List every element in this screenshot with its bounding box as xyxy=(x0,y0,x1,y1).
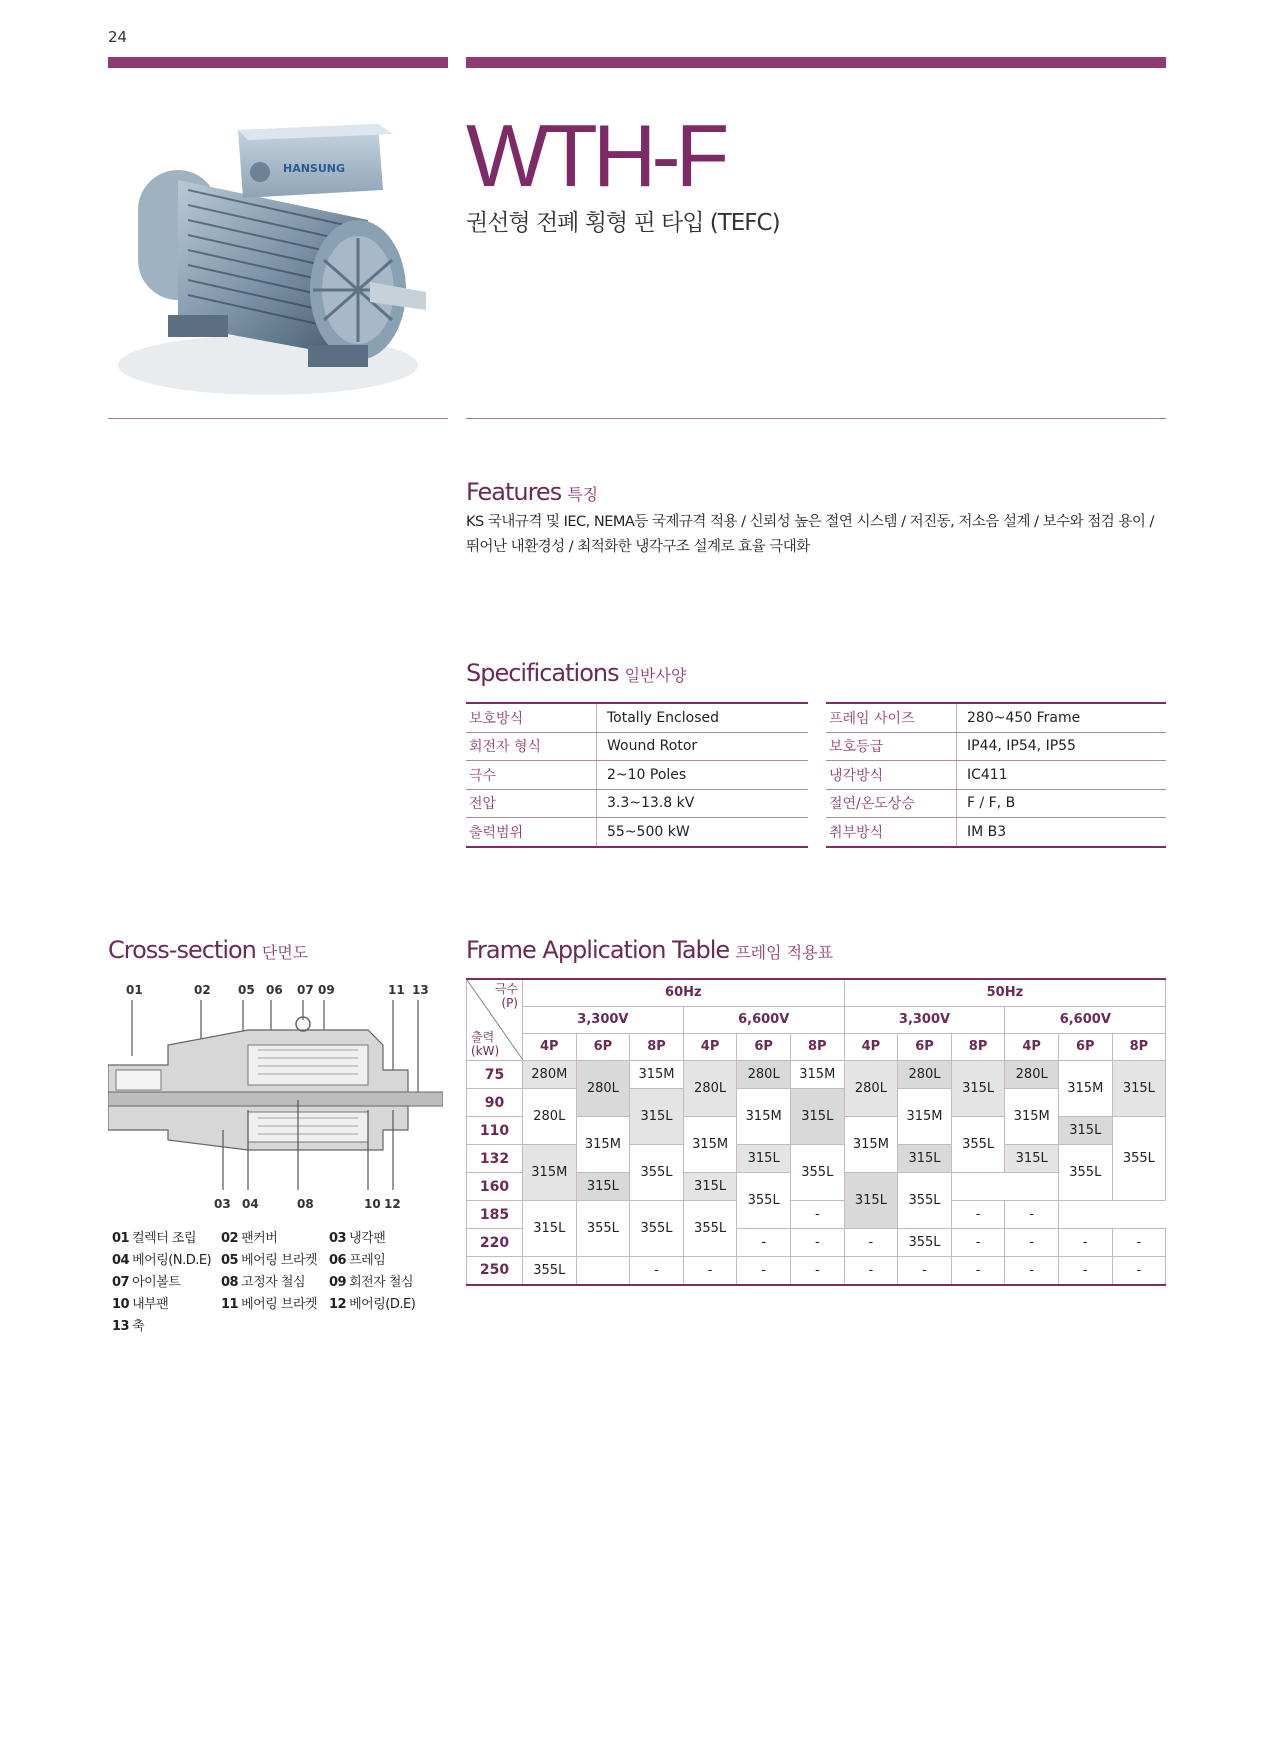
spec-value: IM B3 xyxy=(957,818,1167,847)
frame-cell: 315M xyxy=(898,1089,952,1145)
spec-label: 냉각방식 xyxy=(826,761,957,790)
spec-value: Totally Enclosed xyxy=(597,703,809,732)
spec-label: 보호등급 xyxy=(826,732,957,761)
legend-item: 06 프레임 xyxy=(329,1253,386,1268)
spec-row xyxy=(466,818,808,847)
frame-cell: 355L xyxy=(630,1145,684,1201)
frame-cell: 355L xyxy=(898,1229,952,1257)
pole-header: 4P xyxy=(523,1033,577,1060)
frame-cell: 355L xyxy=(1058,1145,1112,1201)
spec-label: 회전자 형식 xyxy=(466,732,597,761)
spec-value: IP44, IP54, IP55 xyxy=(957,732,1167,761)
freq-50hz: 50Hz xyxy=(844,979,1166,1006)
frame-application-table xyxy=(466,978,1166,1286)
model-subtitle: 권선형 전폐 횡형 핀 타입 (TEFC) xyxy=(466,210,780,236)
spec-value: 55~500 kW xyxy=(597,818,809,847)
spec-label: 극수 xyxy=(466,761,597,790)
frame-cell: 315L xyxy=(898,1145,952,1173)
spec-value: 3.3~13.8 kV xyxy=(597,789,809,818)
spec-row xyxy=(466,703,808,732)
kw-cell: 185 xyxy=(467,1201,523,1229)
specifications-title: Specifications xyxy=(466,659,619,687)
pole-header: 8P xyxy=(951,1033,1005,1060)
pole-header: 4P xyxy=(683,1033,737,1060)
frame-cell: 280L xyxy=(737,1061,791,1089)
frame-cell: 315M xyxy=(790,1061,844,1089)
frame-cell: - xyxy=(898,1257,952,1285)
pole-header: 4P xyxy=(1005,1033,1059,1060)
cross-section-title: Cross-section xyxy=(108,936,256,964)
frame-cell: - xyxy=(683,1257,737,1285)
freq-60hz: 60Hz xyxy=(523,979,845,1006)
frame-cell: - xyxy=(737,1229,791,1257)
frame-cell: 280L xyxy=(523,1089,577,1145)
cs-number-01: 01 xyxy=(126,983,143,997)
frame-cell: 355L xyxy=(737,1173,791,1229)
kw-cell: 220 xyxy=(467,1229,523,1257)
frame-cell: 315L xyxy=(737,1145,791,1173)
frame-cell: 315L xyxy=(1112,1061,1166,1117)
frame-cell: 315L xyxy=(576,1173,630,1201)
legend-item: 13 축 xyxy=(112,1319,145,1334)
frame-cell: - xyxy=(790,1201,844,1229)
legend-item: 02 팬커버 xyxy=(221,1231,278,1246)
frame-cell: 280L xyxy=(1005,1061,1059,1089)
frame-cell: 355L xyxy=(576,1201,630,1257)
frame-cell: 280L xyxy=(576,1061,630,1117)
frame-cell: 280L xyxy=(898,1061,952,1089)
spec-label: 전압 xyxy=(466,789,597,818)
frame-cell: - xyxy=(630,1257,684,1285)
kw-cell: 90 xyxy=(467,1089,523,1117)
cs-number-06: 06 xyxy=(266,983,283,997)
frame-cell: - xyxy=(1005,1257,1059,1285)
frame-cell: 355L xyxy=(898,1173,952,1229)
frame-cell: 355L xyxy=(630,1201,684,1257)
frame-cell: 315M xyxy=(630,1061,684,1089)
corner-poles: 극수 (P) xyxy=(494,982,518,1010)
frame-cell: 355L xyxy=(1112,1117,1166,1201)
frame-cell: - xyxy=(1058,1257,1112,1285)
voltage-header: 3,300V xyxy=(523,1006,684,1033)
legend-item: 11 베어링 브라켓 xyxy=(221,1297,318,1312)
pole-header: 6P xyxy=(576,1033,630,1060)
top-bar-right xyxy=(466,57,1166,68)
frame-cell: 355L xyxy=(790,1145,844,1201)
cs-number-02: 02 xyxy=(194,983,211,997)
frame-cell: - xyxy=(951,1201,1005,1229)
spec-label: 보호방식 xyxy=(466,703,597,732)
cs-number-07: 07 xyxy=(297,983,314,997)
features-title: Features xyxy=(466,478,562,506)
frame-table-heading xyxy=(466,936,833,964)
cs-number-13: 13 xyxy=(412,983,429,997)
frame-cell: 315L xyxy=(1005,1145,1059,1173)
specifications-title-ko: 일반사양 xyxy=(624,666,687,685)
frame-cell: - xyxy=(737,1257,791,1285)
separator-left xyxy=(108,418,448,419)
cs-number-10: 10 xyxy=(364,1197,381,1211)
spec-row xyxy=(826,818,1166,847)
kw-cell: 160 xyxy=(467,1173,523,1201)
cs-number-08: 08 xyxy=(297,1197,314,1211)
frame-cell: 315M xyxy=(576,1117,630,1173)
frame-table-title-ko: 프레임 적용표 xyxy=(735,943,834,962)
model-title: WTH-F xyxy=(466,106,725,205)
pole-header: 8P xyxy=(1112,1033,1166,1060)
spec-value: F / F, B xyxy=(957,789,1167,818)
frame-cell: 280M xyxy=(523,1061,577,1089)
frame-cell: 315M xyxy=(737,1089,791,1145)
pole-header: 6P xyxy=(737,1033,791,1060)
frame-cell: - xyxy=(790,1229,844,1257)
cs-number-03: 03 xyxy=(214,1197,231,1211)
frame-cell: 315M xyxy=(683,1117,737,1173)
cs-number-12: 12 xyxy=(384,1197,401,1211)
frame-cell: 315M xyxy=(1005,1089,1059,1145)
cs-number-11: 11 xyxy=(388,983,405,997)
specifications-heading xyxy=(466,659,686,687)
frame-cell: - xyxy=(790,1257,844,1285)
frame-cell: - xyxy=(844,1229,898,1257)
frame-cell: 315M xyxy=(1058,1061,1112,1117)
pole-header: 4P xyxy=(844,1033,898,1060)
frame-cell: 355L xyxy=(523,1257,577,1285)
frame-cell: - xyxy=(1058,1229,1112,1257)
frame-cell: 280L xyxy=(683,1061,737,1117)
features-text xyxy=(466,510,1166,560)
spec-row xyxy=(466,732,808,761)
kw-cell: 132 xyxy=(467,1145,523,1173)
page-number: 24 xyxy=(108,28,128,46)
cs-number-05: 05 xyxy=(238,983,255,997)
frame-cell: 315M xyxy=(523,1145,577,1201)
pole-header: 8P xyxy=(630,1033,684,1060)
voltage-header: 6,600V xyxy=(1005,1006,1166,1033)
spec-value: IC411 xyxy=(957,761,1167,790)
frame-cell: 280L xyxy=(844,1061,898,1117)
voltage-header: 6,600V xyxy=(683,1006,844,1033)
legend-item: 07 아이볼트 xyxy=(112,1275,181,1290)
frame-cell: - xyxy=(1112,1229,1166,1257)
spec-row xyxy=(826,761,1166,790)
frame-cell: 315L xyxy=(683,1173,737,1201)
features-title-ko: 특징 xyxy=(567,485,599,504)
spec-value: Wound Rotor xyxy=(597,732,809,761)
cross-section-heading xyxy=(108,936,308,964)
spec-table-right xyxy=(826,702,1166,848)
frame-cell: 315M xyxy=(844,1117,898,1173)
legend-item: 08 고정자 철심 xyxy=(221,1275,306,1290)
frame-cell: - xyxy=(1112,1257,1166,1285)
brand-logo: HANSUNG xyxy=(283,162,346,175)
voltage-header: 3,300V xyxy=(844,1006,1005,1033)
frame-cell: 315L xyxy=(1058,1117,1112,1145)
frame-cell: - xyxy=(844,1257,898,1285)
frame-cell: 315L xyxy=(523,1201,577,1257)
features-line-2: 뛰어난 내환경성 / 최적화한 냉각구조 설계로 효율 극대화 xyxy=(466,539,810,555)
frame-table-title: Frame Application Table xyxy=(466,936,730,964)
cross-section-title-ko: 단면도 xyxy=(261,943,309,962)
frame-cell: 315L xyxy=(790,1089,844,1145)
legend-item: 12 베어링(D.E) xyxy=(329,1297,416,1312)
legend-item: 03 냉각팬 xyxy=(329,1231,386,1246)
frame-cell: - xyxy=(951,1229,1005,1257)
frame-cell: - xyxy=(1005,1201,1059,1229)
frame-cell: 315L xyxy=(844,1173,898,1229)
spec-label: 취부방식 xyxy=(826,818,957,847)
top-bar-left xyxy=(108,57,448,68)
legend-item: 04 베어링(N.D.E) xyxy=(112,1253,212,1268)
motor-image xyxy=(108,110,438,410)
spec-row xyxy=(466,789,808,818)
table-corner xyxy=(467,979,523,1061)
kw-cell: 250 xyxy=(467,1257,523,1285)
frame-cell: 355L xyxy=(951,1117,1005,1173)
spec-label: 절연/온도상승 xyxy=(826,789,957,818)
frame-cell: 315L xyxy=(630,1089,684,1145)
frame-cell: 315L xyxy=(951,1061,1005,1117)
legend-item: 09 회전자 철심 xyxy=(329,1275,414,1290)
legend-item: 10 내부팬 xyxy=(112,1297,169,1312)
spec-row xyxy=(826,789,1166,818)
pole-header: 6P xyxy=(898,1033,952,1060)
frame-cell: 355L xyxy=(683,1201,737,1257)
features-line-1: KS 국내규격 및 IEC, NEMA등 국제규격 적용 / 신뢰성 높은 절연 시스템 / 저진동, 저소음 설계 / 보수와 점검 용이 / xyxy=(466,514,1154,530)
frame-cell: - xyxy=(1005,1229,1059,1257)
corner-output: 출력 (kW) xyxy=(471,1030,500,1058)
pole-header: 8P xyxy=(790,1033,844,1060)
legend-item: 01 컬렉터 조립 xyxy=(112,1231,197,1246)
cross-section-diagram xyxy=(108,1000,443,1192)
kw-cell: 110 xyxy=(467,1117,523,1145)
legend-item: 05 베어링 브라켓 xyxy=(221,1253,318,1268)
spec-row xyxy=(826,703,1166,732)
features-heading xyxy=(466,478,598,506)
separator-right xyxy=(466,418,1166,419)
spec-value: 280~450 Frame xyxy=(957,703,1167,732)
spec-table-left xyxy=(466,702,808,848)
frame-cell xyxy=(576,1257,630,1285)
spec-label: 출력범위 xyxy=(466,818,597,847)
cs-number-09: 09 xyxy=(318,983,335,997)
spec-row xyxy=(826,732,1166,761)
cs-number-04: 04 xyxy=(242,1197,259,1211)
spec-value: 2~10 Poles xyxy=(597,761,809,790)
kw-cell: 75 xyxy=(467,1061,523,1089)
spec-row xyxy=(466,761,808,790)
frame-cell: - xyxy=(951,1257,1005,1285)
pole-header: 6P xyxy=(1058,1033,1112,1060)
spec-label: 프레임 사이즈 xyxy=(826,703,957,732)
